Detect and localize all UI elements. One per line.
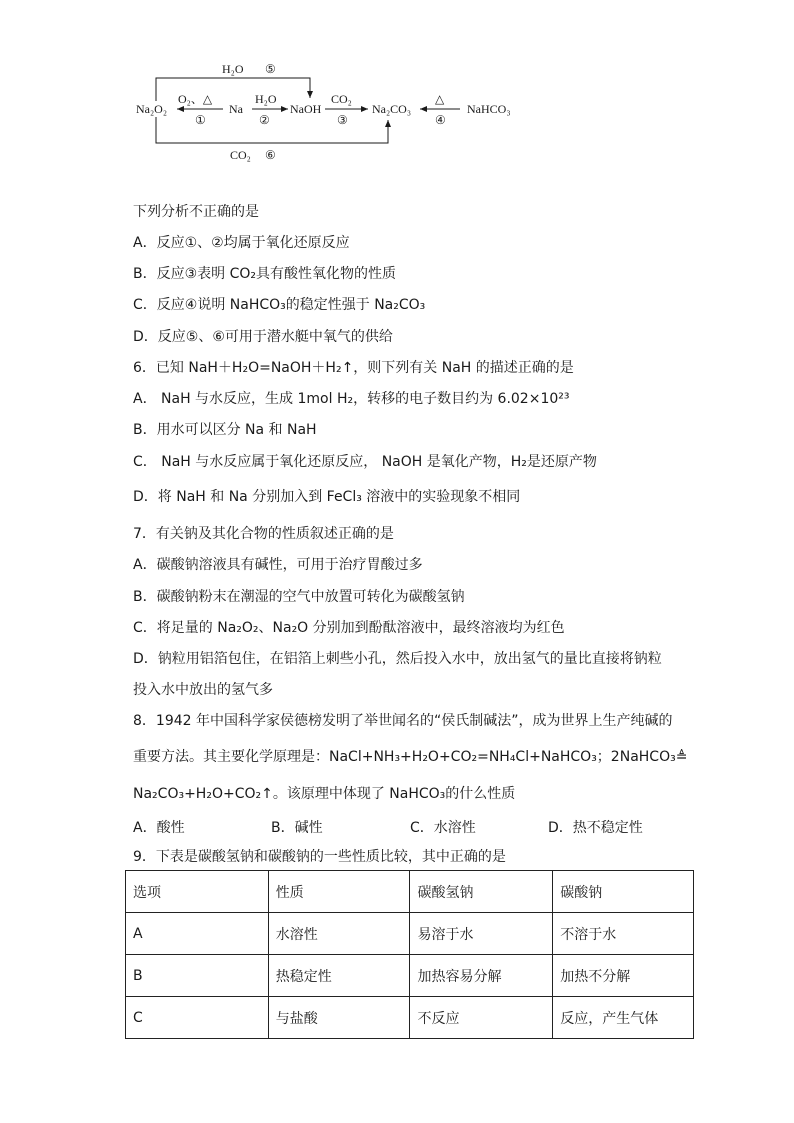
table-header-cell: 选项: [126, 871, 269, 913]
q8-option-a: A．酸性: [133, 820, 185, 836]
node-na2o2: Na₂O₂: [136, 102, 168, 116]
q8-option-d: D．热不稳定性: [548, 820, 643, 836]
edge-5-reagent: H₂O: [222, 62, 244, 76]
table-cell: 反应，产生气体: [553, 997, 694, 1039]
q8-option-c: C．水溶性: [410, 820, 476, 836]
q6-option-a: A． NaH 与水反应，生成 1mol H₂，转移的电子数目约为 6.02×10²³: [133, 391, 570, 407]
table-header-row: [126, 871, 694, 913]
node-na: Na: [229, 102, 243, 116]
edge-6-reagent: CO₂: [230, 148, 251, 162]
node-naoh: NaOH: [290, 102, 322, 116]
table-header-cell: 性质: [268, 871, 410, 913]
edge-3-number: ③: [337, 113, 348, 127]
edge-1-reagent: O₂、△: [178, 92, 213, 106]
table-cell: B: [126, 955, 269, 997]
table-cell: 加热容易分解: [410, 955, 553, 997]
node-na2co3: Na₂CO₃: [372, 102, 412, 116]
q8-line2: 重要方法。其主要化学原理是：NaCl+NH₃+H₂O+CO₂=NH₄Cl+NaHCO₃；2NaHCO₃≜: [133, 749, 688, 765]
table-header-cell: 碳酸钠: [553, 871, 694, 913]
q7-option-c: C．将足量的 Na₂O₂、Na₂O 分别加到酚酞溶液中，最终溶液均为红色: [133, 620, 565, 636]
table-cell: 与盐酸: [268, 997, 410, 1039]
q5-option-b: B．反应③表明 CO₂具有酸性氧化物的性质: [133, 266, 397, 282]
table-cell: A: [126, 913, 269, 955]
node-nahco3: NaHCO₃: [467, 102, 511, 116]
edge-4-number: ④: [435, 113, 446, 127]
table-cell: C: [126, 997, 269, 1039]
table-cell: 不溶于水: [553, 913, 694, 955]
q7-option-d-line2: 投入水中放出的氢气多: [133, 682, 273, 698]
q6-option-d: D．将 NaH 和 Na 分别加入到 FeCl₃ 溶液中的实验现象不相同: [133, 489, 521, 505]
edge-3-reagent: CO₂: [331, 92, 352, 106]
q5-option-d: D．反应⑤、⑥可用于潜水艇中氧气的供给: [133, 329, 393, 345]
arrow-6: [156, 117, 388, 143]
q6-option-b: B．用水可以区分 Na 和 NaH: [133, 422, 317, 438]
edge-2-number: ②: [259, 113, 270, 127]
q8-option-b: B．碱性: [271, 820, 323, 836]
q6-option-c: C． NaH 与水反应属于氧化还原反应， NaOH 是氧化产物，H₂是还原产物: [133, 454, 597, 470]
reaction-diagram: [120, 52, 540, 170]
table-cell: 加热不分解: [553, 955, 694, 997]
comparison-table: [125, 870, 694, 1039]
edge-6-number: ⑥: [265, 148, 276, 162]
edge-1-number: ①: [195, 113, 206, 127]
edge-5-number: ⑤: [265, 62, 276, 76]
q5-option-a: A．反应①、②均属于氧化还原反应: [133, 235, 350, 251]
q7-stem: 7．有关钠及其化合物的性质叙述正确的是: [133, 526, 394, 542]
q9-stem: 9．下表是碳酸氢钠和碳酸钠的一些性质比较，其中正确的是: [133, 849, 506, 865]
q7-option-a: A．碳酸钠溶液具有碱性，可用于治疗胃酸过多: [133, 557, 423, 573]
q5-stem: 下列分析不正确的是: [133, 204, 259, 220]
q8-options: [133, 817, 693, 835]
table-row: [126, 955, 694, 997]
table-cell: 不反应: [410, 997, 553, 1039]
q7-option-d-line1: D．钠粒用铝箔包住，在铝箔上刺些小孔，然后投入水中，放出氢气的量比直接将钠粒: [133, 651, 662, 667]
edge-4-condition: △: [435, 92, 445, 106]
table-row: [126, 997, 694, 1039]
table-header-cell: 碳酸氢钠: [410, 871, 553, 913]
table-row: [126, 913, 694, 955]
q5-option-c: C．反应④说明 NaHCO₃的稳定性强于 Na₂CO₃: [133, 297, 426, 313]
q8-line1: 8．1942 年中国科学家侯德榜发明了举世闻名的“侯氏制碱法”，成为世界上生产纯碱的: [133, 713, 673, 729]
table-cell: 易溶于水: [410, 913, 553, 955]
edge-2-reagent: H₂O: [255, 92, 277, 106]
q8-line3: Na₂CO₃+H₂O+CO₂↑。该原理中体现了 NaHCO₃的什么性质: [133, 786, 516, 802]
q6-stem: 6．已知 NaH＋H₂O=NaOH＋H₂↑，则下列有关 NaH 的描述正确的是: [133, 360, 574, 376]
q7-option-b: B．碳酸钠粉末在潮湿的空气中放置可转化为碳酸氢钠: [133, 589, 465, 605]
table-cell: 水溶性: [268, 913, 410, 955]
table-cell: 热稳定性: [268, 955, 410, 997]
